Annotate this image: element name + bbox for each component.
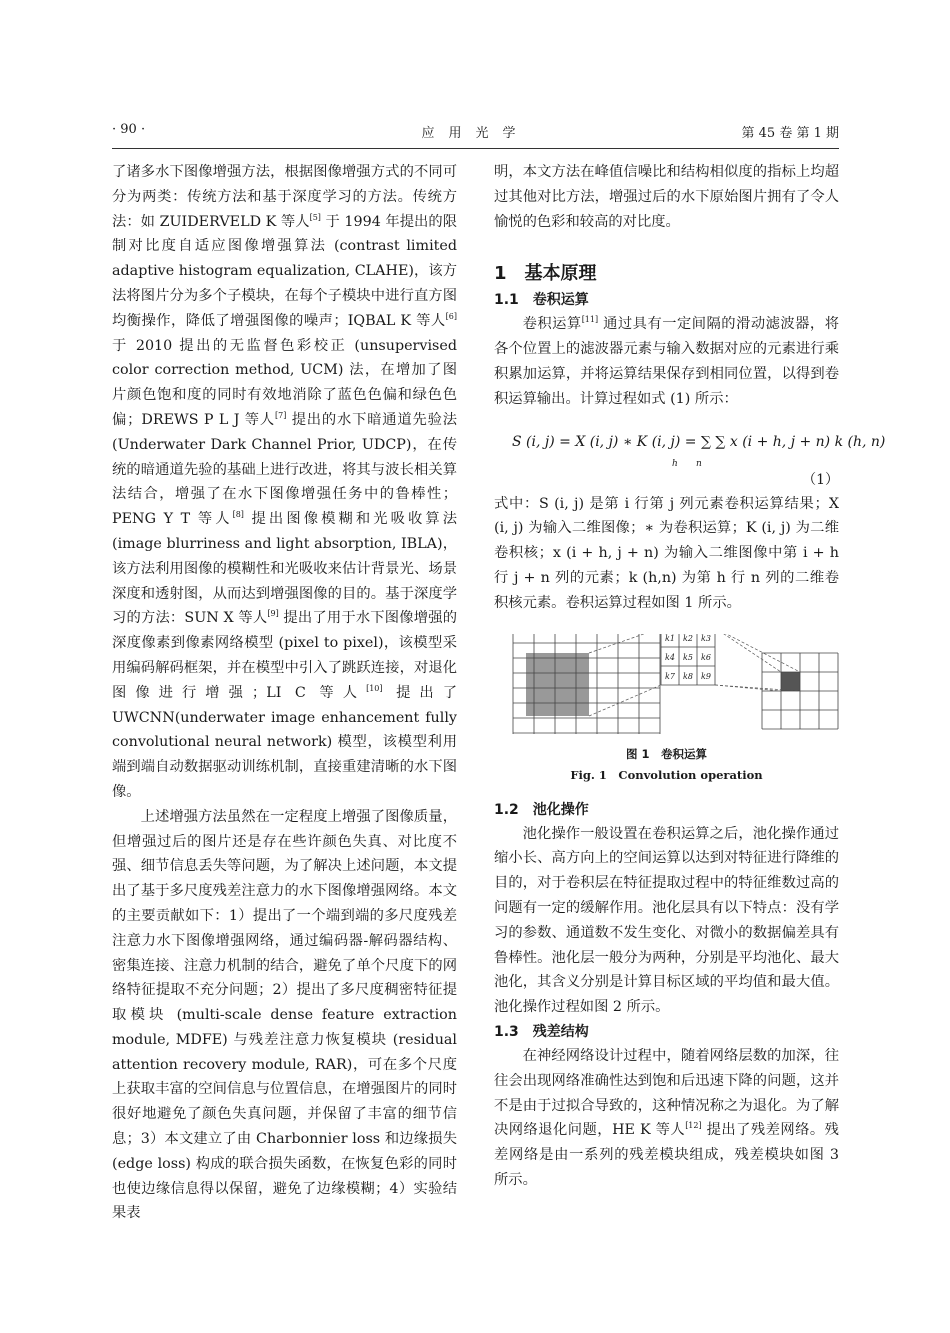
convolution-diagram (494, 634, 839, 734)
subsection-1-2: 1.2 池化操作 (494, 801, 589, 818)
pooling-paragraph: 池化操作一般设置在卷积运算之后，池化操作通过缩小长、高方向上的空间运算以达到对特征进行降维的目的，对于卷积层在特征提取过程中的特征维数过高的问题有一定的缓解作用。池化层具有以下特点：没有学习的参数、通道数不发生变化、对微小的数据偏差具有鲁棒性。池化层一般分为两种，分别是平均池化、最大池化，其含义分别是计算目标区域的平均值和最大值。池化操作过程如图 2 所示。 (494, 825, 839, 1016)
right-column (494, 160, 886, 1193)
output-cell (781, 672, 800, 691)
kernel-k5: k5 (683, 652, 693, 662)
figure-1-caption-en: Fig. 1 Convolution operation (570, 767, 763, 782)
kernel-k9: k9 (701, 671, 711, 681)
kernel-k1: k1 (665, 633, 675, 643)
kernel-k2: k2 (683, 633, 693, 643)
intro-paragraph-1: 了诸多水下图像增强方法，根据图像增强方式的不同可分为两类：传统方法和基于深度学习的方法。传统方法：如 ZUIDERVELD K 等人[5] 于 1994 年提出的限制对比度自适应图像增强算法 (contrast limited adaptive histogram equalization, CLAHE)，该方法将图片分为多个子模块，在每个子模块中进行直方图均衡操作，降低了增强图像的噪声；IQBAL K 等人[6] 于 2010 提出的无监督色彩校正 (unsupervised color correction method, UCM) 法，在增加了图片颜色饱和度的同时有效地消除了蓝色色偏和绿色色偏；DREWS P L J 等人[7] 提出的水下暗通道先验法 (Underwater Dark Channel Prior, UDCP)，在传统的暗通道先验的基础上进行改进，将其与波长相关算法结合，增强了在水下图像增强任务中的鲁棒性；PENG Y T 等人[8] 提出图像模糊和光吸收算法 (image blurriness and light absorption, IBLA)，该方法利用图像的模糊性和光吸收来估计背景光、场景深度和透射图，从而达到增强图像的目的。基于深度学习的方法：SUN X 等人[9] 提出了用于水下图像增强的深度像素到像素网络模型 (pixel to pixel)，该模型采用编码解码框架，并在模型中引入了跳跃连接，对退化图像进行增强；LI C 等人[10] 提出了 UWCNN(underwater image enhancement fully convolutional neural network) 模型，该模型利用端到端自动数据驱动训练机制，直接重建清晰的水下图像。 (112, 164, 458, 800)
equation-1 (494, 412, 886, 470)
residual-paragraph: 在神经网络设计过程中，随着网络层数的加深，往往会出现网络准确性达到饱和后迅速下降的问题，这并不是由于过拟合导致的，这种情况称之为退化。为了解决网络退化问题，HE K 等人[12] 提出了残差网络。残差网络是由一系列的残差模块组成，残差模块如图 3 所示。 (494, 1047, 839, 1188)
input-grid (513, 634, 660, 734)
intro-paragraph-3: 明，本文方法在峰值信噪比和结构相似度的指标上均超过其他对比方法，增强过后的水下原始图片拥有了令人愉悦的色彩和较高的对比度。 (494, 164, 839, 230)
conv-paragraph: 卷积运算[11] 通过具有一定间隔的滑动滤波器，将各个位置上的滤波器元素与输入数据对应的元素进行乘积累加运算，并将运算结果保存到相同位置，以得到卷积运算输出。计算过程如式 (1) 所示： (494, 315, 840, 407)
kernel-k7: k7 (665, 671, 675, 681)
subsection-1-3: 1.3 残差结构 (494, 1023, 589, 1040)
sum-index-n: n (696, 458, 702, 469)
volume-issue: 第 45 卷 第 1 期 (741, 126, 839, 141)
kernel-k3: k3 (701, 633, 711, 643)
page-header (112, 122, 839, 148)
figure-1 (494, 634, 839, 734)
sum-index-h: h (672, 458, 678, 469)
intro-paragraph-2: 上述增强方法虽然在一定程度上增强了图像质量，但增强过后的图片还是存在些许颜色失真、对比度不强、细节信息丢失等问题，为了解决上述问题，本文提出了基于多尺度残差注意力的水下图像增强网络。本文的主要贡献如下：1）提出了一个端到端的多尺度残差注意力水下图像增强网络，通过编码器-解码器结构、密集连接、注意力机制的结合，避免了单个尺度下的网络特征提取不充分问题；2）提出了多尺度稠密特征提取模块 (multi-scale dense feature extraction module, MDFE) 与残差注意力恢复模块 (residual attention recovery module, RAR)，可在多个尺度上获取丰富的空间信息与位置信息，在增强图片的同时很好地避免了颜色失真问题，并保留了丰富的细节信息；3）本文建立了由 Charbonnier loss 和边缘损失 (edge loss) 构成的联合损失函数，在恢复色彩的同时也使边缘信息得以保留，避免了边缘模糊；4）实验结果表 (112, 808, 457, 1222)
equation-number: （1） (802, 471, 839, 488)
subsection-1-1: 1.1 卷积运算 (494, 292, 589, 309)
section-heading-1: 1 基本原理 (494, 263, 597, 285)
header-rule (112, 148, 839, 149)
input-receptive-field (526, 653, 589, 716)
equation-explanation: 式中：S (i, j) 是第 i 行第 j 列元素卷积运算结果；X (i, j) 为输入二维图像；∗ 为卷积运算；K (i, j) 为二维卷积核；x (i + h, j + n) 为输入二维图像中第 i + h 行 j + n 列的元素；k (h,n) 为第 h 行 n 列的二维卷积核元素。卷积运算过程如图 1 所示。 (494, 495, 839, 611)
left-column (112, 160, 457, 1226)
projection-lines (589, 634, 800, 716)
kernel-k8: k8 (683, 671, 693, 681)
kernel-grid (661, 634, 715, 685)
figure-1-caption-cn: 图 1 卷积运算 (625, 746, 707, 761)
journal-name: 应用光学 (421, 126, 530, 141)
kernel-k6: k6 (701, 652, 711, 662)
kernel-k4: k4 (665, 652, 675, 662)
equation-body: S (i, j) = X (i, j) ∗ K (i, j) = ∑ ∑ x (i + h, j + n) k (h, n) (512, 433, 886, 450)
page-number: · 90 · (112, 122, 146, 137)
